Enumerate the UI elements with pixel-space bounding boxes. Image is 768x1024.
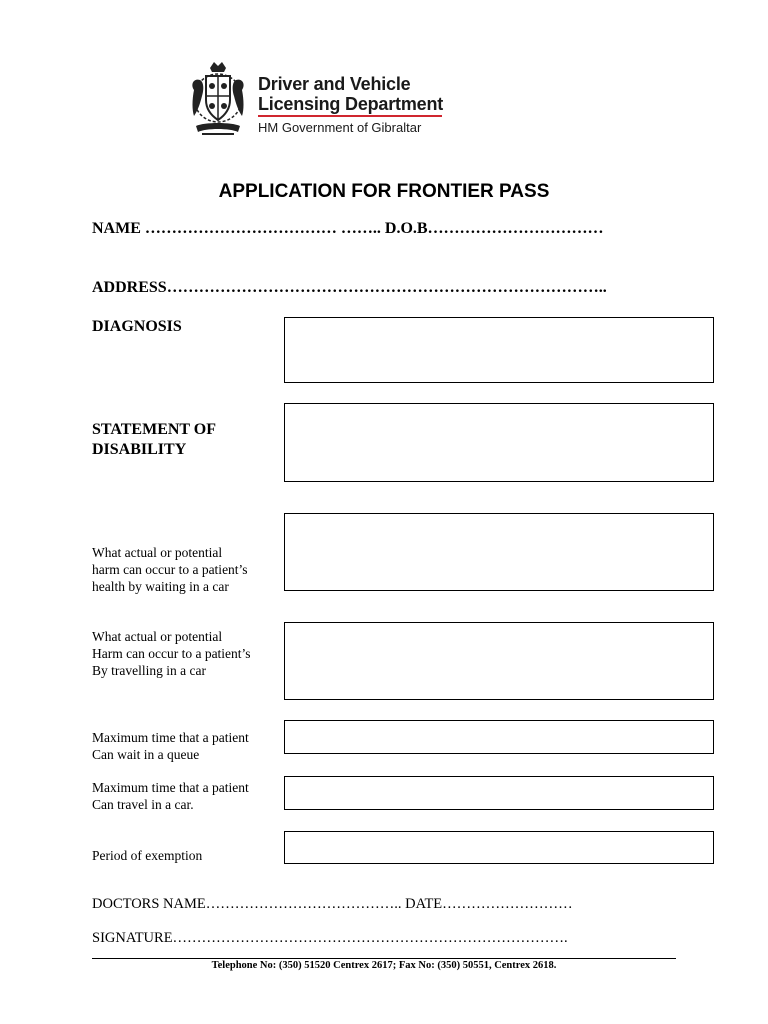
diagnosis-label: DIAGNOSIS: [92, 318, 182, 335]
max-travel-line: Can travel in a car.: [92, 797, 194, 812]
royal-crest-icon: [188, 60, 248, 138]
statement-of-disability-box[interactable]: [284, 403, 714, 482]
max-travel-box[interactable]: [284, 776, 714, 810]
government-name: HM Government of Gibraltar: [258, 120, 422, 135]
footer-contact: Telephone No: (350) 51520 Centrex 2617; Fax No: (350) 50551, Centrex 2618.: [211, 960, 557, 971]
harm-waiting-label: [92, 544, 248, 595]
exemption-box[interactable]: [284, 831, 714, 864]
max-queue-box[interactable]: [284, 720, 714, 754]
harm-travelling-line: What actual or potential: [92, 629, 223, 644]
exemption-label: Period of exemption: [92, 848, 203, 863]
footer-divider: [92, 958, 676, 959]
max-travel-label: [92, 779, 249, 813]
harm-travelling-line: By travelling in a car: [92, 663, 206, 678]
harm-travelling-line: Harm can occur to a patient’s: [92, 646, 251, 661]
address-field[interactable]: ADDRESS………………………………………………………………………..: [92, 279, 607, 296]
department-name-line2: Licensing Department: [258, 94, 444, 114]
harm-travelling-label: [92, 628, 251, 679]
harm-waiting-line: harm can occur to a patient’s: [92, 562, 248, 577]
max-queue-line: Maximum time that a patient: [92, 730, 249, 745]
statement-label-line2: DISABILITY: [92, 441, 187, 458]
harm-travelling-box[interactable]: [284, 622, 714, 700]
name-dob-field[interactable]: NAME ……………………………… …….. D.O.B……………………………: [92, 220, 604, 237]
harm-waiting-box[interactable]: [284, 513, 714, 591]
statement-label-line1: STATEMENT OF: [92, 421, 217, 438]
department-name-line1: Driver and Vehicle: [258, 74, 411, 94]
max-queue-label: [92, 729, 249, 763]
max-queue-line: Can wait in a queue: [92, 747, 200, 762]
header-divider: [258, 115, 442, 117]
doctor-name-date-field[interactable]: DOCTORS NAME………………………………….. DATE………………………: [92, 896, 573, 912]
page-title: APPLICATION FOR FRONTIER PASS: [218, 181, 550, 202]
harm-waiting-line: What actual or potential: [92, 545, 223, 560]
harm-waiting-line: health by waiting in a car: [92, 579, 229, 594]
diagnosis-box[interactable]: [284, 317, 714, 383]
max-travel-line: Maximum time that a patient: [92, 780, 249, 795]
signature-field[interactable]: SIGNATURE……………………………………………………………………….: [92, 930, 568, 946]
